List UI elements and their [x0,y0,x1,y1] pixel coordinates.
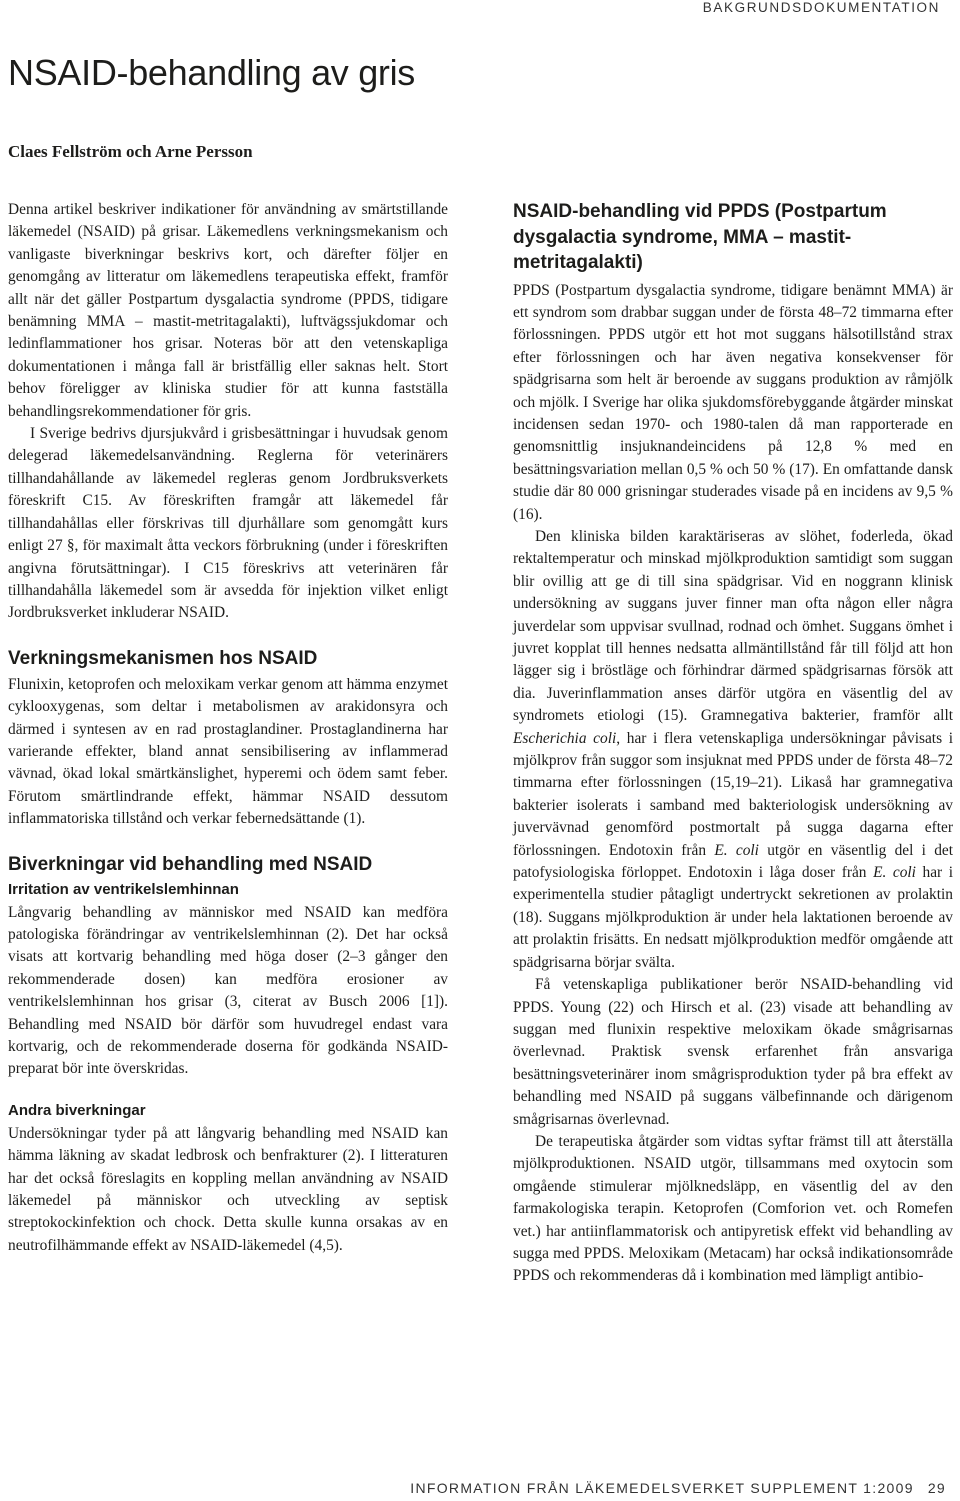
article-authors: Claes Fellström och Arne Persson [8,142,253,161]
section-heading-mechanism: Verkningsmekanismen hos NSAID [8,647,318,669]
intro-paragraph: Denna artikel beskriver indikationer för användning av smärtstillande läkemedel (NSAID) på grisar. Läkemedlens verkningsmekanism och vanligaste biverkningar beskrivs kort, och därefter följer en genomgång av litteratur om läkemedlens terapeutiska effekt, framför allt när det gäller Postpartum dysgalactia syndrome (PPDS, tidigare benämning MMA – mastit-metritagalakti), luftvägssjukdomar och ledinflammationer hos grisar. Noteras bör att den vetenskapliga dokumentationen i många fall är bristfällig eller saknas helt. Stort behov föreligger av kliniska studier för att kunna fastställa behandlingsrekommendationer för gris. [8,201,448,420]
text-run: utgör en väsentlig del i det patofysiologiska förloppet. Endotoxin i låga doser från [513,841,953,882]
page-number: 29 [927,1480,946,1496]
text-run: Den kliniska bilden karaktäriseras av slöhet, foderleda, ökad rektaltemperatur och minskad mjölkproduktion samtidigt som suggan blir ovillig att ge di till sina spädgrisar. Vid en noggrann klinisk undersökning av suggans juver finner man ofta någon eller några juverdelar som uppvisar svullnad, rodnad och ömhet. Suggans ömhet i juvret kopplat till hennes nedsatta allmäntillstånd får till följd att hon lägger sig i bröstläge och förhindrar därmed spädgrisarnas försök att dia. Juverinflammation anses därför utgöra en väsentlig del av syndromets etiologi (15). Gramnegativa bakterier, framför allt [513,527,953,725]
italic-term: E. coli [873,864,916,882]
section-heading-side-effects: Biverkningar vid behandling med NSAID [8,853,373,875]
text-run: har i experimentella studier påtagligt undertryckt sekretionen av prolaktin (18). Suggans mjölkproduktion är under hela laktationen beroende av att prolaktin frisätts. En nedsatt mjölkproduktion medför omgående att spädgrisarna börjar svälta. [513,864,953,971]
body-paragraph: Undersökningar tyder på att långvarig behandling med NSAID kan hämma läkning av skadat ledbrosk och benfrakturer (2). I litteraturen har det också föreslagits en koppling mellan användning av NSAID läkemedel på människor och utveckling av septisk streptokockinfektion och chock. Detta skulle kunna orsakas av en neutrofilhämmande effekt av NSAID-läkemedel (4,5). [8,1124,448,1254]
body-paragraph: Få vetenskapliga publikationer berör NSAID-behandling vid PPDS. Young (22) och Hirsch et al. (23) visade att behandling av suggan med flunixin respektive meloxikam ökade smågrisarnas överlevnad. Praktisk svensk erfarenhet från ansvariga besättningsveterinärer inom smågrisproduktion tyder på bra effekt av behandling med NSAID på suggans välbefinnande och därigenom smågrisarnas överlevnad. [513,976,953,1128]
body-paragraph: I Sverige bedrivs djursjukvård i grisbesättningar i huvudsak genom delegerad läkemedelsanvändning. Reglerna för veterinärers tillhandahållande av läkemedel regleras genom Jordbruksverkets föreskrift C15. Av föreskriften framgår att läkemedel får tillhandahållas eller förskrivas till djurhållare som genomgått kurs enligt 27 §, för maximalt åtta veckors förbrukning (under i föreskriften angivna förutsättningar). I C15 föreskrivs att veterinären får tillhandahålla läkemedel som är avsedda för injektion vilket enligt Jordbruksverket inkluderar NSAID. [8,425,448,622]
body-paragraph: PPDS (Postpartum dysgalactia syndrome, tidigare benämnt MMA) är ett syndrom som drabbar suggan under de första 48–72 timmarna efter förlossningen. PPDS utgör ett hot mot suggans hälsotillstånd strax efter förlossningen och har även negativa konsekvenser för spädgrisarna som helt är beroende av suggans produktion av råmjölk och mjölk. I Sverige har olika sjukdomsförebyggande åtgärder minskat incidensen sedan 1970- och 1980-talen då man rapporterade en genomsnittlig insjuknandeincidens på 12,8 % med en besättningsvariation mellan 0,5 % och 50 % (17). En omfattande dansk studie där 80 000 grisningar studerades visade på en incidens av 9,5 % (16). [513,281,953,523]
italic-term: E. coli [714,841,759,859]
body-paragraph [513,526,953,974]
body-paragraph: De terapeutiska åtgärder som vidtas syftar främst till att återställa mjölkproduktionen. NSAID utgör, tillsammans med oxytocin som omgående stimulerar mjölknedsläpp, en väsentlig del av den farmakologiska terapin. Ketoprofen (Comforion vet. och Romefen vet.) har antiinflammatorisk och antipyretisk effekt vid behandling av sugga med PPDS. Meloxikam (Metacam) har också indikationsområde PPDS och rekommenderas då i kombination med lämpligt antibio- [513,1132,953,1285]
page-footer [410,1480,946,1496]
italic-term: Escherichia coli [513,729,617,747]
article-title: NSAID-behandling av gris [8,52,416,93]
body-paragraph: Långvarig behandling av människor med NSAID kan medföra patologiska förändringar av ventrikelslemhinnan (2). Det har också visats att kortvarig behandling med höga doser (2–3 gånger den rekommenderade dosen) kan medföra erosioner av ventrikelslemhinnan hos grisar (3, citerat av Busch 2006 [1]). Behandling med NSAID bör därför som huvudregel endast vara kortvarig, och de rekommenderade doserna för godkända NSAID-preparat bör inte överskridas. [8,903,448,1078]
right-column [513,199,953,1288]
text-run: , har i flera vetenskapliga undersökningar påvisats i mjölkprov från suggor som insjuknat med PPDS under de första 48–72 timmarna efter förlossningen (15,19–21). Likaså har gramnegativa bakterier isolerats i samband med bakteriologisk undersökning av juvervävnad genomförd postmortalt på sugga dagarna efter förlossningen. Endotoxin från [513,729,953,859]
body-paragraph: Flunixin, ketoprofen och meloxikam verkar genom att hämma enzymet cyklooxygenas, som deltar i metabolismen av arakidonsyra och därmed i syntesen av en rad prostaglandiner. Prostaglandinerna har varierande effekter, bland annat sensibilisering av inflammerad vävnad, ökad lokal smärtkänslighet, hyperemi och ödem samt feber. Förutom smärtlindrande effekt, hämmar NSAID dessutom inflammatoriska tillstånd och verkar febernedsättande (1). [8,675,448,828]
section-heading-ppds: NSAID-behandling vid PPDS (Postpartum dysgalactia syndrome, MMA – mastit-metritagalakti) [513,201,887,273]
section-label: BAKGRUNDSDOKUMENTATION [702,0,940,15]
footer-publication: INFORMATION FRÅN LÄKEMEDELSVERKET SUPPLEMENT 1:2009 [410,1480,914,1496]
subheading-other-side-effects: Andra biverkningar [8,1101,146,1119]
left-column [8,199,448,1257]
subheading-irritation: Irritation av ventrikelslemhinnan [8,880,239,898]
